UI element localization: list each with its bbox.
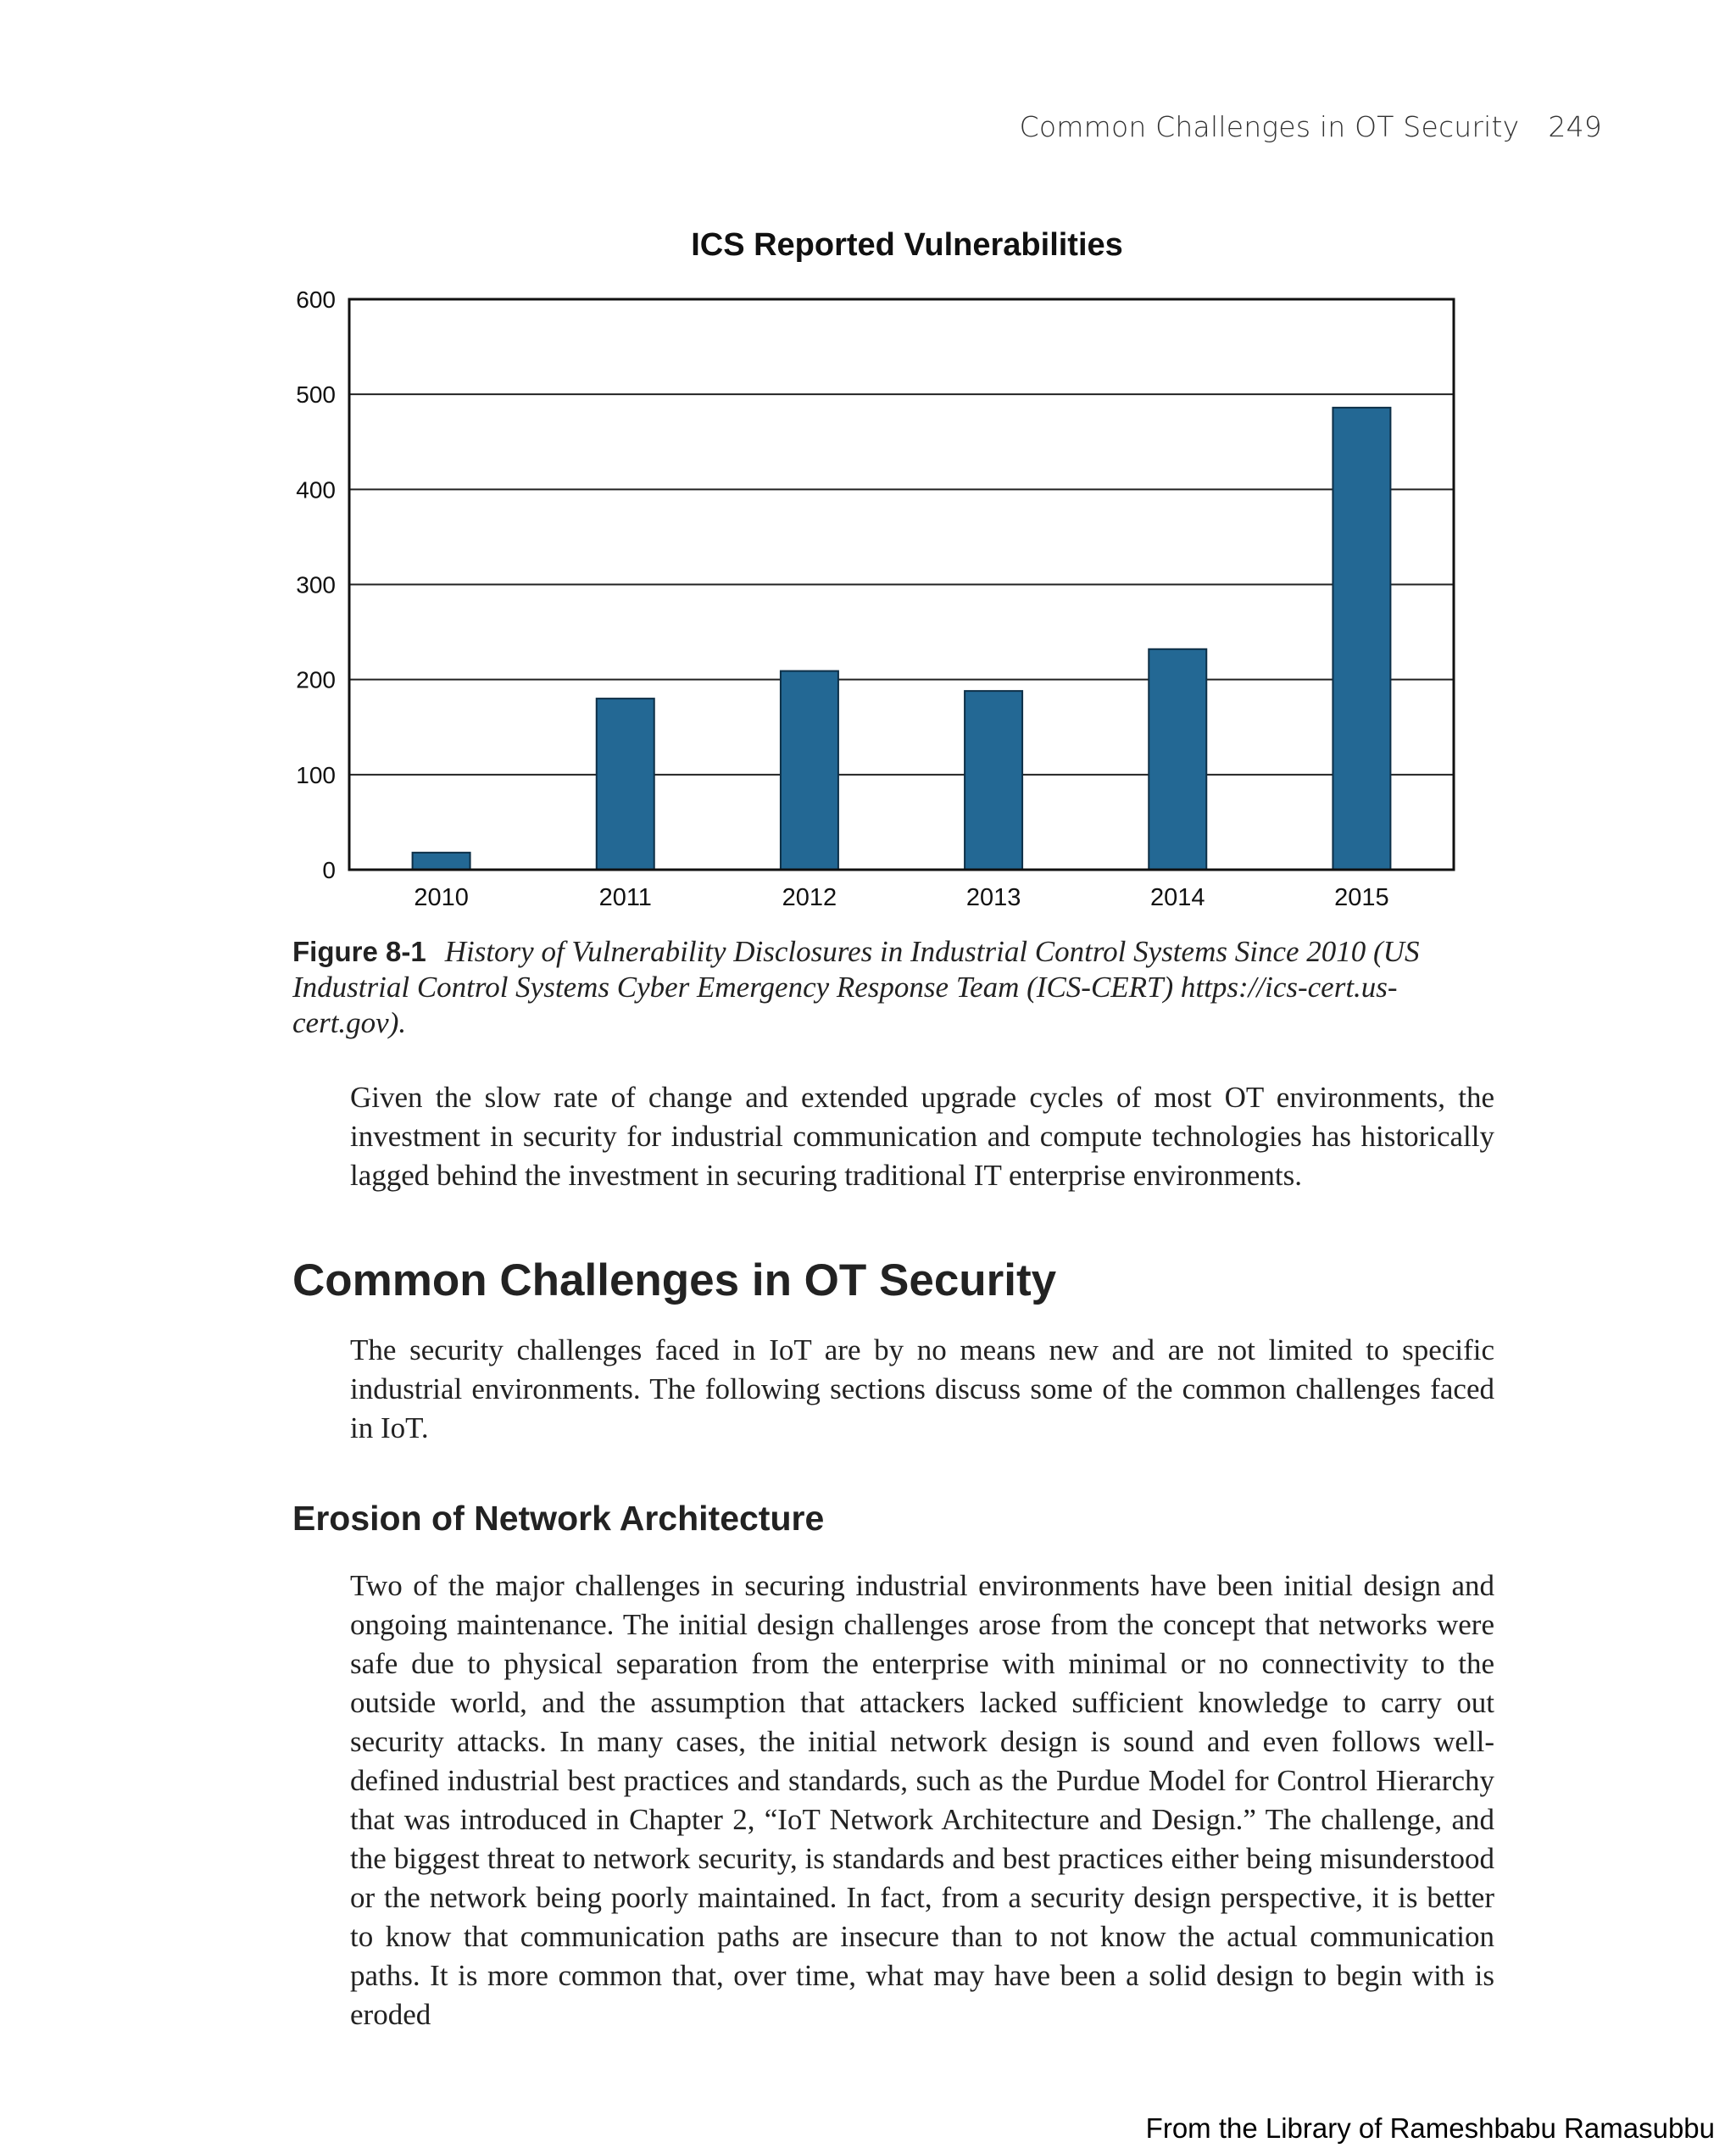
page-number: 249 (1548, 110, 1602, 143)
y-tick-label: 100 (296, 761, 336, 788)
bar-2013 (965, 691, 1022, 870)
section-intro-paragraph: The security challenges faced in IoT are by no means new and are not limited to specific industrial environments. The following sections discuss some of the common challenges faced in IoT. (350, 1333, 1494, 1444)
chart-title: ICS Reported Vulnerabilities (691, 227, 1123, 263)
x-tick-label: 2015 (1334, 884, 1389, 911)
intro-paragraph: Given the slow rate of change and extended upgrade cycles of most OT environments, the investment in security for industrial communication and compute technologies has historically lagged behind the investment in securing traditional IT enterprise environments. (350, 1081, 1494, 1192)
figure-caption (292, 934, 1496, 1041)
x-tick-label: 2013 (965, 884, 1021, 911)
section-heading: Common Challenges in OT Security (292, 1255, 1057, 1305)
running-title: Common Challenges in OT Security (1019, 110, 1520, 143)
bar-2011 (597, 698, 654, 870)
bar-2015 (1333, 408, 1390, 870)
y-tick-label: 200 (296, 666, 336, 693)
network-architecture-paragraph: Two of the major challenges in securing industrial environments have been initial design and ongoing maintenance. The initial design challenges arose from the concept that networks were safe due to physical separation from the enterprise with minimal or no connectivity to the outside world, and the assumption that attackers lacked sufficient knowledge to carry out security attacks. In many cases, the initial network design is sound and even follows well-defined industrial best practices and standards, such as the Purdue Model for Control Hierarchy that was introduced in Chapter 2, “IoT Network Architecture and Design.” The challenge, and the biggest threat to network security, is standards and best practices either being misunderstood or the network being poorly maintained. In fact, from a security design perspective, it is better to know that communication paths are insecure than to not know the actual communication paths. It is more common that, over time, what may have been a solid design to begin with is eroded (350, 1569, 1494, 2031)
figure-caption-text: History of Vulnerability Disclosures in Industrial Control Systems Since 2010 (US Industrial Control Systems Cyber Emergency Response Team (ICS-CERT) https://ics-cert.us-cert.gov). (292, 935, 1420, 1039)
y-tick-label: 300 (296, 571, 336, 598)
running-header (1020, 110, 1602, 143)
vulnerabilities-bar-chart (271, 271, 1475, 924)
y-tick-label: 600 (296, 287, 336, 313)
x-tick-label: 2014 (1149, 884, 1205, 911)
x-tick-label: 2010 (414, 884, 469, 911)
bar-2014 (1149, 649, 1206, 870)
y-tick-label: 400 (296, 476, 336, 504)
subsection-heading: Erosion of Network Architecture (292, 1499, 825, 1538)
x-tick-label: 2012 (782, 884, 837, 911)
bar-2012 (781, 671, 838, 870)
y-tick-label: 500 (296, 381, 336, 409)
bar-2010 (413, 853, 470, 870)
x-tick-label: 2011 (598, 884, 652, 911)
figure-label: Figure 8-1 (292, 936, 426, 967)
y-tick-label: 0 (322, 857, 336, 883)
library-footer: From the Library of Rameshbabu Ramasubbu (1145, 2112, 1715, 2144)
